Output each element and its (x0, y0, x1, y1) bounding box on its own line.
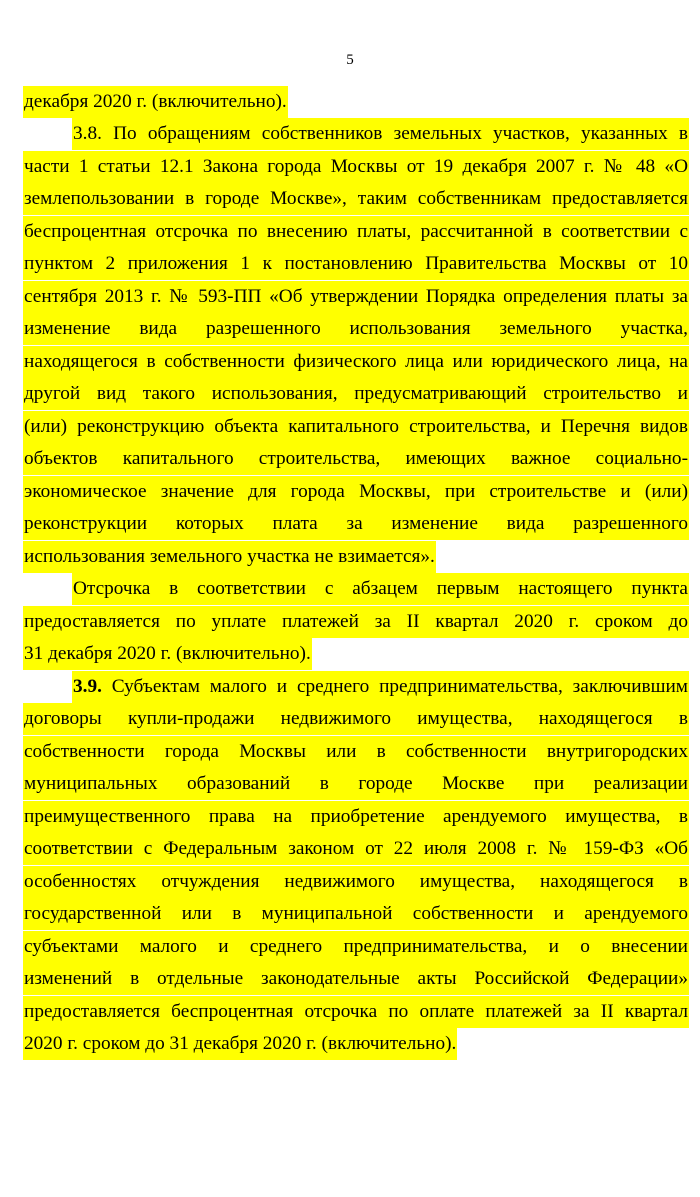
highlighted-text: экономическое значение для города Москвы, при строительстве и (или) (23, 476, 689, 508)
text-line (23, 313, 689, 345)
highlighted-text: сентября 2013 г. № 593-ПП «Об утверждении Порядка определения платы за (23, 281, 689, 313)
section-text: Субъектам малого и среднего предпринимательства, заключившим (101, 676, 688, 697)
text-line (72, 118, 689, 150)
highlighted-text: (или) реконструкцию объекта капитального строительства, и Перечня видов (23, 411, 689, 443)
text-line (23, 1028, 457, 1060)
text-line (23, 833, 689, 865)
highlighted-text: договоры купли-продажи недвижимого имущества, находящегося в (23, 703, 689, 735)
text-line (23, 476, 689, 508)
text-line (23, 963, 689, 995)
highlighted-text: использования земельного участка не взимается». (23, 541, 436, 573)
text-line (23, 183, 689, 215)
highlighted-text: соответствии с Федеральным законом от 22 июля 2008 г. № 159-ФЗ «Об (23, 833, 689, 865)
highlighted-text: пунктом 2 приложения 1 к постановлению Правительства Москвы от 10 (23, 248, 689, 280)
text-line (23, 346, 689, 378)
text-line (23, 411, 689, 443)
text-line (23, 508, 689, 540)
text-line (23, 898, 689, 930)
section-number: 3.9. (73, 676, 102, 697)
highlighted-text: государственной или в муниципальной собственности и арендуемого (23, 898, 689, 930)
text-line (23, 541, 436, 573)
text-line (23, 801, 689, 833)
highlighted-text: другой вид такого использования, предусматривающий строительство и (23, 378, 689, 410)
text-line (72, 573, 689, 605)
text-line (23, 378, 689, 410)
highlighted-text (72, 671, 689, 703)
highlighted-text: субъектами малого и среднего предпринимательства, и о внесении (23, 931, 689, 963)
text-line (23, 248, 689, 280)
highlighted-text: особенностях отчуждения недвижимого имущества, находящегося в (23, 866, 689, 898)
highlighted-text: Отсрочка в соответствии с абзацем первым настоящего пункта (72, 573, 689, 605)
highlighted-text: части 1 статьи 12.1 Закона города Москвы от 19 декабря 2007 г. № 48 «О (23, 151, 689, 183)
highlighted-text: 2020 г. сроком до 31 декабря 2020 г. (включительно). (23, 1028, 457, 1060)
highlighted-text: реконструкции которых плата за изменение вида разрешенного (23, 508, 689, 540)
text-line (23, 638, 312, 670)
highlighted-text: находящегося в собственности физического лица или юридического лица, на (23, 346, 689, 378)
text-line (23, 996, 689, 1028)
text-line (23, 86, 288, 118)
highlighted-text: декабря 2020 г. (включительно). (23, 86, 288, 118)
highlighted-text: преимущественного права на приобретение арендуемого имущества, в (23, 801, 689, 833)
text-line (23, 281, 689, 313)
text-line (23, 703, 689, 735)
text-line (23, 768, 689, 800)
text-line (23, 606, 689, 638)
highlighted-text: предоставляется беспроцентная отсрочка по оплате платежей за II квартал (23, 996, 689, 1028)
highlighted-text: собственности города Москвы или в собственности внутригородских (23, 736, 689, 768)
highlighted-text: беспроцентная отсрочка по внесению платы, рассчитанной в соответствии с (23, 216, 689, 248)
highlighted-text: предоставляется по уплате платежей за II квартал 2020 г. сроком до (23, 606, 689, 638)
page-number: 5 (346, 52, 354, 68)
text-line (23, 736, 689, 768)
text-line (23, 866, 689, 898)
text-line (23, 151, 689, 183)
highlighted-text: объектов капитального строительства, имеющих важное социально- (23, 443, 689, 475)
highlighted-text: землепользовании в городе Москве», таким собственникам предоставляется (23, 183, 689, 215)
highlighted-text: изменение вида разрешенного использования земельного участка, (23, 313, 689, 345)
highlighted-text: 3.8. По обращениям собственников земельных участков, указанных в (72, 118, 689, 150)
text-line (23, 931, 689, 963)
highlighted-text: муниципальных образований в городе Москве при реализации (23, 768, 689, 800)
text-line (23, 443, 689, 475)
highlighted-text: 31 декабря 2020 г. (включительно). (23, 638, 312, 670)
highlighted-text: изменений в отдельные законодательные акты Российской Федерации» (23, 963, 689, 995)
text-line (23, 216, 689, 248)
text-line (72, 671, 689, 703)
